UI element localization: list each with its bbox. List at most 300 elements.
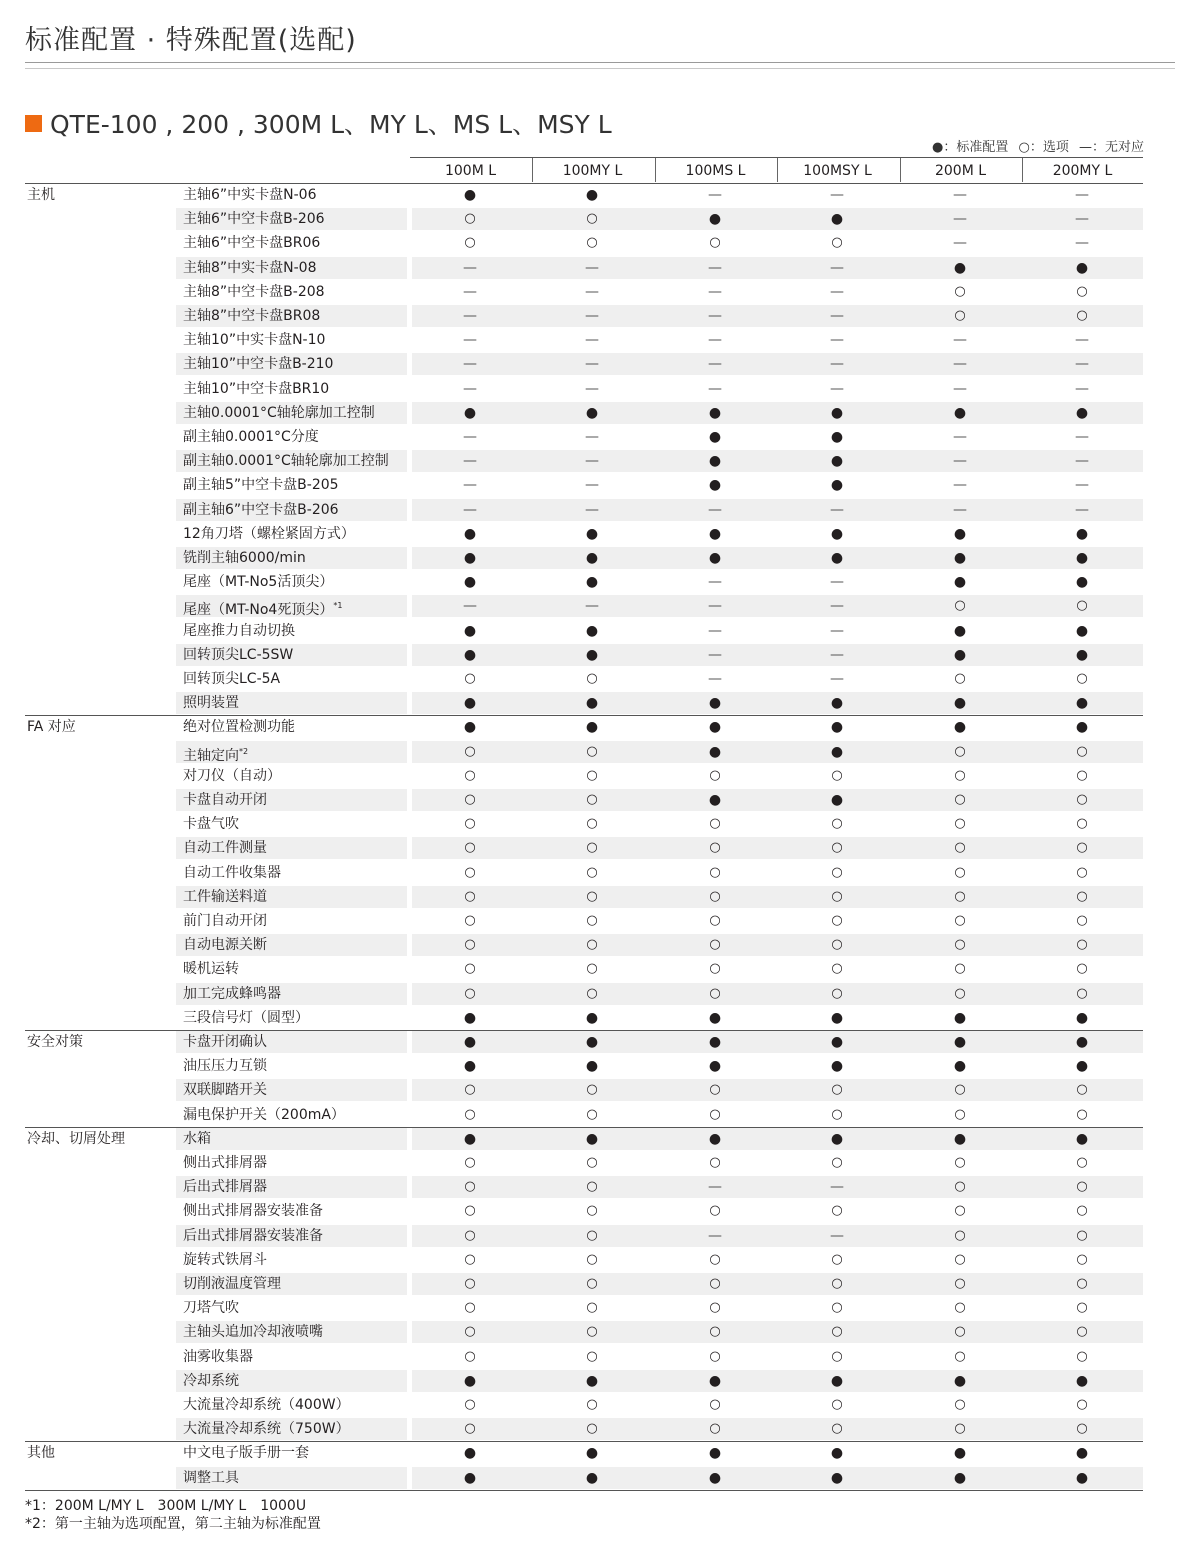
cell-option: ○ (831, 1397, 843, 1412)
cell-standard: ● (953, 646, 967, 663)
cell-option: ○ (954, 1300, 966, 1316)
item-label: 主轴6”中空卡盘BR06 (183, 235, 321, 252)
cell-not-applicable: — (708, 646, 722, 663)
cell-standard: ● (585, 1009, 599, 1026)
cell-not-applicable: — (953, 453, 967, 470)
cell-standard: ● (708, 1469, 722, 1486)
cell-option: ○ (709, 1203, 721, 1219)
cell-standard: ● (953, 574, 967, 591)
cell-option: ○ (709, 816, 721, 832)
cell-not-applicable: — (463, 283, 477, 300)
item-label: 副主轴5”中空卡盘B-205 (183, 477, 339, 494)
cell-not-applicable: — (1075, 429, 1089, 445)
category-label: 安全对策 (27, 1034, 83, 1050)
cell-not-applicable: — (585, 598, 599, 615)
cell-standard: ● (585, 646, 599, 663)
item-label: 主轴10”中空卡盘BR10 (183, 380, 330, 397)
table-row (25, 328, 1143, 352)
cell-not-applicable: — (953, 380, 967, 397)
cell-standard: ● (830, 453, 844, 470)
cell-option: ○ (1076, 985, 1088, 1001)
legend-opt-symbol: ○ (1018, 140, 1030, 155)
cell-standard: ● (585, 525, 599, 542)
cell-option: ○ (464, 961, 476, 977)
column-separator (900, 158, 901, 182)
cell-option: ○ (709, 1155, 721, 1170)
cell-option: ○ (1076, 1397, 1088, 1412)
section-subtitle (25, 105, 612, 141)
cell-option: ○ (1076, 840, 1088, 856)
cell-option: ○ (954, 985, 966, 1001)
cell-option: ○ (954, 1203, 966, 1219)
table-bottom-rule (25, 1490, 1143, 1491)
cell-option: ○ (954, 598, 966, 614)
item-label: 双联脚踏开关 (183, 1082, 267, 1099)
cell-option: ○ (831, 767, 843, 783)
legend (926, 136, 1144, 155)
table-row (25, 764, 1143, 788)
cell-not-applicable: — (708, 671, 722, 687)
cell-option: ○ (831, 1348, 843, 1364)
table-row (25, 1103, 1143, 1127)
cell-option: ○ (954, 937, 966, 953)
cell-standard: ● (830, 429, 844, 445)
cell-option: ○ (831, 937, 843, 953)
item-label: 冷却系统 (183, 1372, 239, 1389)
cell-not-applicable: — (953, 356, 967, 373)
cell-option: ○ (586, 1300, 598, 1316)
cell-option: ○ (586, 1397, 598, 1412)
item-label: 自动工件收集器 (183, 864, 281, 881)
cell-standard: ● (463, 187, 477, 203)
cell-not-applicable: — (585, 259, 599, 276)
cell-option: ○ (464, 1324, 476, 1340)
cell-standard: ● (830, 477, 844, 494)
cell-standard: ● (585, 1034, 599, 1050)
cell-option: ○ (586, 1082, 598, 1098)
table-row (25, 619, 1143, 643)
cell-option: ○ (464, 1203, 476, 1219)
cell-standard: ● (830, 1130, 844, 1147)
cell-option: ○ (586, 937, 598, 953)
cell-standard: ● (830, 1469, 844, 1486)
table-row (25, 401, 1143, 425)
item-label: 工件输送料道 (183, 888, 267, 905)
cell-not-applicable: — (463, 598, 477, 615)
cell-not-applicable: — (1075, 356, 1089, 373)
item-label: 主轴8”中空卡盘BR08 (183, 308, 321, 324)
cell-option: ○ (586, 840, 598, 856)
table-row (25, 715, 1143, 739)
cell-not-applicable: — (830, 380, 844, 397)
cell-not-applicable: — (708, 1179, 722, 1196)
cell-not-applicable: — (953, 429, 967, 445)
cell-option: ○ (464, 211, 476, 227)
item-label: 副主轴6”中空卡盘B-206 (183, 501, 339, 518)
table-row (25, 861, 1143, 885)
table-row (25, 982, 1143, 1006)
cell-option: ○ (1076, 1421, 1088, 1437)
cell-standard: ● (830, 695, 844, 712)
table-row (25, 909, 1143, 933)
cell-option: ○ (464, 1179, 476, 1195)
item-label: 主轴10”中实卡盘N-10 (183, 332, 326, 349)
item-label: 副主轴0.0001°C轴轮廓加工控制 (183, 453, 389, 470)
cell-not-applicable: — (953, 235, 967, 252)
cell-standard: ● (463, 404, 477, 421)
item-label: 尾座推力自动切换 (183, 622, 295, 639)
item-label: 油雾收集器 (183, 1348, 253, 1365)
item-label: 自动电源关断 (183, 937, 267, 954)
cell-standard: ● (585, 719, 599, 736)
cell-option: ○ (1076, 1227, 1088, 1243)
cell-option: ○ (954, 1227, 966, 1243)
column-separator (532, 158, 533, 182)
cell-standard: ● (953, 1058, 967, 1075)
cell-option: ○ (831, 1106, 843, 1122)
cell-not-applicable: — (1075, 453, 1089, 470)
cell-standard: ● (708, 550, 722, 566)
cell-standard: ● (830, 719, 844, 736)
item-label: 主轴10”中空卡盘B-210 (183, 356, 334, 373)
item-label: 尾座（MT-No4死顶尖）$^{*1}$ (183, 601, 343, 619)
table-row (25, 377, 1143, 401)
cell-not-applicable: — (708, 501, 722, 518)
table-row (25, 1345, 1143, 1369)
cell-option: ○ (464, 1300, 476, 1316)
cell-standard: ● (463, 1130, 477, 1147)
cell-option: ○ (954, 1251, 966, 1267)
cell-option: ○ (709, 913, 721, 928)
cell-standard: ● (1075, 1009, 1089, 1026)
cell-standard: ● (830, 550, 844, 566)
cell-standard: ● (953, 1034, 967, 1050)
cell-standard: ● (953, 622, 967, 639)
item-label: 侧出式排屑器安装准备 (183, 1203, 323, 1220)
item-label: 调整工具 (183, 1469, 239, 1486)
cell-option: ○ (1076, 961, 1088, 977)
item-label: 油压压力互锁 (183, 1058, 267, 1075)
cell-option: ○ (464, 1348, 476, 1364)
cell-option: ○ (586, 1155, 598, 1170)
cell-not-applicable: — (953, 501, 967, 518)
cell-standard: ● (953, 1372, 967, 1389)
footnote-mark: *2 (239, 746, 249, 756)
item-label: 大流量冷却系统（400W） (183, 1397, 350, 1413)
cell-option: ○ (831, 235, 843, 251)
table-row (25, 1320, 1143, 1344)
cell-option: ○ (1076, 743, 1088, 759)
table-row (25, 1224, 1143, 1248)
cell-option: ○ (831, 1276, 843, 1291)
cell-not-applicable: — (1075, 501, 1089, 518)
table-row (25, 1393, 1143, 1417)
column-header: 100MSY L (803, 163, 872, 179)
cell-standard: ● (1075, 719, 1089, 736)
cell-not-applicable: — (708, 622, 722, 639)
cell-option: ○ (954, 1082, 966, 1098)
cell-option: ○ (1076, 913, 1088, 928)
cell-not-applicable: — (708, 187, 722, 203)
cell-option: ○ (1076, 1348, 1088, 1364)
table-row (25, 788, 1143, 812)
cell-option: ○ (709, 1300, 721, 1316)
cell-option: ○ (831, 1324, 843, 1340)
cell-option: ○ (464, 1397, 476, 1412)
cell-not-applicable: — (953, 332, 967, 349)
cell-option: ○ (954, 283, 966, 299)
item-label: 卡盘自动开闭 (183, 792, 267, 808)
category-label: FA 对应 (27, 719, 76, 736)
cell-option: ○ (831, 816, 843, 832)
cell-option: ○ (709, 961, 721, 977)
table-row (25, 546, 1143, 570)
cell-option: ○ (709, 840, 721, 856)
cell-not-applicable: — (830, 308, 844, 324)
page-title: 标准配置 · 特殊配置(选配) (25, 25, 357, 56)
cell-not-applicable: — (463, 501, 477, 518)
cell-option: ○ (831, 1155, 843, 1170)
subtitle-text: QTE-100 , 200 , 300M L、MY L、MS L、MSY L (50, 110, 612, 139)
cell-option: ○ (1076, 1106, 1088, 1122)
category-label: 冷却、切屑处理 (27, 1130, 125, 1147)
cell-option: ○ (954, 671, 966, 686)
cell-standard: ● (708, 453, 722, 470)
table-row (25, 885, 1143, 909)
item-label: 三段信号灯（圆型） (183, 1009, 309, 1026)
cell-not-applicable: — (830, 332, 844, 349)
cell-standard: ● (585, 622, 599, 639)
cell-standard: ● (830, 1445, 844, 1462)
item-label: 主轴定向$^{*2}$ (183, 746, 249, 764)
cell-standard: ● (463, 1445, 477, 1462)
cell-not-applicable: — (830, 622, 844, 639)
table-row (25, 425, 1143, 449)
table-row (25, 1296, 1143, 1320)
cell-standard: ● (953, 550, 967, 566)
cell-standard: ● (463, 1009, 477, 1026)
cell-standard: ● (708, 1130, 722, 1147)
cell-standard: ● (585, 1469, 599, 1486)
table-row (25, 740, 1143, 764)
cell-not-applicable: — (585, 308, 599, 324)
cell-not-applicable: — (708, 356, 722, 373)
cell-option: ○ (1076, 1300, 1088, 1316)
table-row (25, 304, 1143, 328)
cell-not-applicable: — (463, 332, 477, 349)
cell-option: ○ (954, 1348, 966, 1364)
legend-std-symbol: ● (931, 140, 944, 155)
cell-option: ○ (464, 1106, 476, 1122)
cell-option: ○ (464, 1421, 476, 1437)
cell-option: ○ (709, 1397, 721, 1412)
orange-square-icon (25, 115, 42, 132)
cell-option: ○ (1076, 283, 1088, 299)
table-row (25, 1272, 1143, 1296)
cell-standard: ● (1075, 574, 1089, 591)
cell-option: ○ (709, 1324, 721, 1340)
cell-option: ○ (1076, 1082, 1088, 1098)
cell-standard: ● (708, 1034, 722, 1050)
table-row (25, 280, 1143, 304)
column-separator (1022, 158, 1023, 182)
cell-not-applicable: — (953, 477, 967, 494)
cell-standard: ● (708, 1372, 722, 1389)
item-label: 12角刀塔（螺栓紧固方式） (183, 525, 355, 542)
cell-option: ○ (709, 1276, 721, 1291)
table-row (25, 207, 1143, 231)
legend-opt: ：选项 (1029, 140, 1069, 155)
column-header: 200M L (934, 163, 987, 179)
item-label: 主轴8”中实卡盘N-08 (183, 259, 317, 276)
legend-na-symbol: — (1078, 140, 1092, 155)
cell-option: ○ (586, 888, 598, 904)
table-row (25, 1199, 1143, 1223)
table-row (25, 1127, 1143, 1151)
cell-option: ○ (1076, 671, 1088, 686)
cell-option: ○ (464, 1155, 476, 1170)
item-label: 后出式排屑器安装准备 (183, 1227, 323, 1244)
cell-not-applicable: — (708, 380, 722, 397)
cell-option: ○ (586, 985, 598, 1001)
cell-not-applicable: — (1075, 332, 1089, 349)
cell-not-applicable: — (830, 187, 844, 203)
cell-standard: ● (1075, 695, 1089, 712)
cell-option: ○ (954, 961, 966, 977)
item-label: 回转顶尖LC-5SW (183, 646, 294, 663)
cell-standard: ● (463, 525, 477, 542)
cell-option: ○ (586, 1276, 598, 1291)
item-label: 刀塔气吹 (183, 1300, 239, 1317)
cell-not-applicable: — (585, 429, 599, 445)
cell-not-applicable: — (1075, 235, 1089, 252)
cell-standard: ● (1075, 1034, 1089, 1050)
cell-option: ○ (954, 1324, 966, 1340)
table-row (25, 1466, 1143, 1490)
cell-standard: ● (463, 1034, 477, 1050)
cell-option: ○ (1076, 1324, 1088, 1340)
cell-option: ○ (709, 985, 721, 1001)
item-label: 照明装置 (183, 695, 239, 712)
title-rule (25, 62, 1175, 63)
cell-standard: ● (953, 1009, 967, 1026)
cell-standard: ● (1075, 1445, 1089, 1462)
column-separator (777, 158, 778, 182)
cell-option: ○ (586, 1324, 598, 1340)
cell-option: ○ (586, 211, 598, 227)
cell-not-applicable: — (708, 259, 722, 276)
cell-option: ○ (954, 816, 966, 832)
item-label: 后出式排屑器 (183, 1179, 267, 1196)
table-row (25, 1054, 1143, 1078)
cell-not-applicable: — (830, 1179, 844, 1196)
cell-standard: ● (585, 1445, 599, 1462)
table-row (25, 667, 1143, 691)
cell-option: ○ (586, 767, 598, 783)
cell-not-applicable: — (585, 453, 599, 470)
cell-option: ○ (586, 743, 598, 759)
cell-not-applicable: — (830, 646, 844, 663)
table-row (25, 643, 1143, 667)
cell-option: ○ (586, 1179, 598, 1195)
cell-option: ○ (1076, 767, 1088, 783)
cell-not-applicable: — (585, 501, 599, 518)
table-row (25, 183, 1143, 207)
cell-not-applicable: — (830, 501, 844, 518)
cell-option: ○ (464, 888, 476, 904)
cell-option: ○ (709, 1082, 721, 1098)
cell-option: ○ (831, 1421, 843, 1437)
cell-not-applicable: — (585, 477, 599, 494)
table-row (25, 594, 1143, 618)
item-label: 绝对位置检测功能 (183, 719, 295, 736)
cell-option: ○ (954, 888, 966, 904)
column-header: 200MY L (1052, 163, 1113, 179)
cell-not-applicable: — (585, 380, 599, 397)
category-label: 其他 (27, 1445, 55, 1462)
cell-standard: ● (463, 719, 477, 736)
column-separator (655, 158, 656, 182)
cell-standard: ● (830, 743, 844, 760)
cell-standard: ● (830, 525, 844, 542)
cell-standard: ● (708, 404, 722, 421)
cell-option: ○ (831, 961, 843, 977)
cell-option: ○ (831, 840, 843, 856)
cell-option: ○ (954, 840, 966, 856)
cell-standard: ● (1075, 1058, 1089, 1075)
table-row (25, 836, 1143, 860)
cell-standard: ● (585, 695, 599, 712)
item-label: 对刀仪（自动） (183, 767, 281, 784)
cell-standard: ● (463, 695, 477, 712)
item-label: 旋转式铁屑斗 (183, 1251, 267, 1268)
cell-standard: ● (708, 429, 722, 445)
cell-option: ○ (831, 1251, 843, 1267)
cell-option: ○ (464, 743, 476, 759)
cell-standard: ● (830, 404, 844, 421)
cell-option: ○ (709, 1348, 721, 1364)
item-label: 加工完成蜂鸣器 (183, 985, 281, 1002)
cell-option: ○ (1076, 1155, 1088, 1170)
cell-option: ○ (709, 888, 721, 904)
table-row (25, 1030, 1143, 1054)
cell-standard: ● (830, 792, 844, 808)
cell-not-applicable: — (1075, 211, 1089, 228)
cell-not-applicable: — (830, 283, 844, 300)
cell-not-applicable: — (463, 308, 477, 324)
cell-option: ○ (464, 913, 476, 928)
cell-not-applicable: — (1075, 477, 1089, 494)
cell-option: ○ (464, 985, 476, 1001)
cell-standard: ● (830, 211, 844, 228)
cell-not-applicable: — (463, 380, 477, 397)
cell-not-applicable: — (708, 1227, 722, 1244)
cell-option: ○ (1076, 1179, 1088, 1195)
item-label: 漏电保护开关（200mA） (183, 1106, 345, 1123)
item-label: 自动工件测量 (183, 840, 267, 857)
cell-option: ○ (464, 816, 476, 832)
cell-option: ○ (954, 792, 966, 807)
table-row (25, 933, 1143, 957)
cell-option: ○ (586, 961, 598, 977)
cell-standard: ● (830, 1034, 844, 1050)
item-label: 主轴0.0001°C轴轮廓加工控制 (183, 404, 375, 421)
cell-standard: ● (1075, 1469, 1089, 1486)
cell-option: ○ (954, 864, 966, 880)
table-row (25, 473, 1143, 497)
cell-option: ○ (586, 816, 598, 832)
table-row (25, 691, 1143, 715)
